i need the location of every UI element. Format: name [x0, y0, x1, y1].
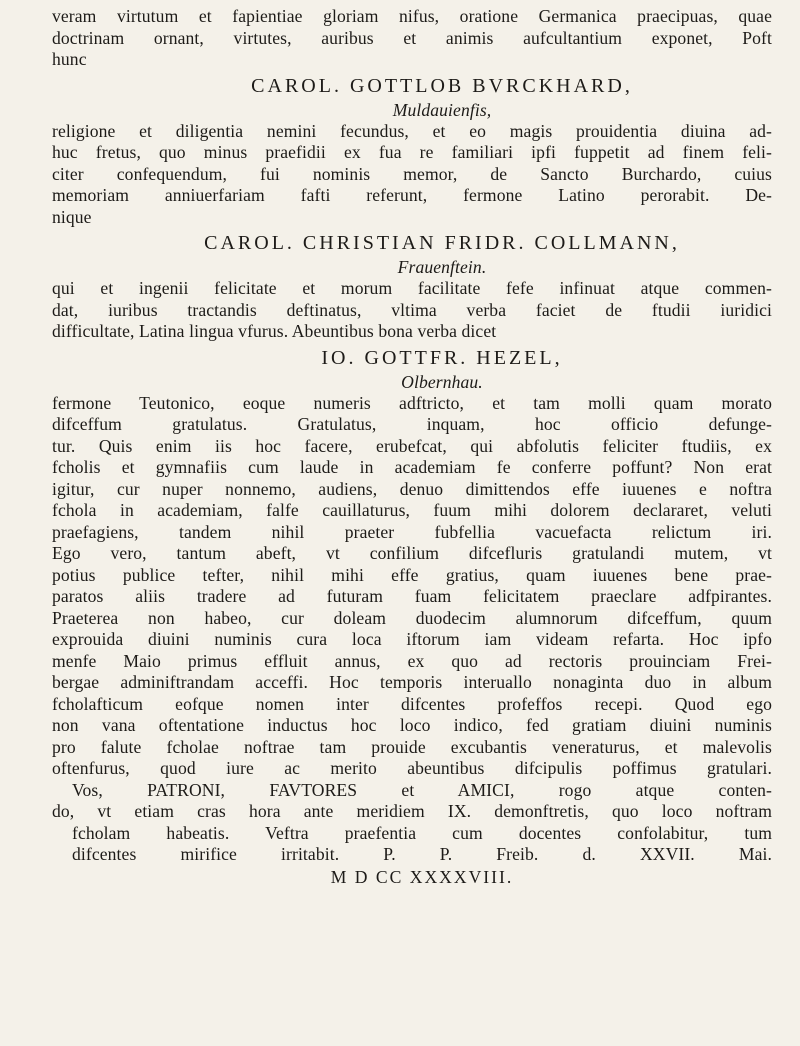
body-text — [52, 6, 772, 888]
text-line: oftenfurus, quod iure ac merito abeuntibus difcipulis poffimus gratulari. — [52, 758, 772, 778]
text-line: doctrinam ornant, virtutes, auribus et animis aufcultantium exponet, Poft — [52, 27, 772, 48]
text-line: fcholis et gymnafiis cum laude in academiam fe conferre poffunt? Non erat — [52, 457, 772, 477]
text-line: praefagiens, tandem nihil praeter fubfellia vacuefacta relictum iri. — [52, 521, 772, 542]
text-line: fcholam habeatis. Veftra praefentia cum docentes confolabitur, tum — [72, 822, 772, 843]
text-line: potius publice tefter, nihil mihi effe gratius, quam iuuenes bene prae- — [52, 564, 772, 585]
text-line: paratos aliis tradere ad futuram fuam felicitatem praeclare adfpirantes. — [52, 586, 772, 606]
text-line: fcholafticum eofque nomen inter difcentes profeffos recepi. Quod ego — [52, 693, 772, 714]
text-line: exprouida diuini numinis cura loca iftorum iam videam refarta. Hoc ipfo — [52, 629, 772, 649]
text-line: veram virtutum et fapientiae gloriam nifus, oratione Germanica praecipuas, quae — [52, 6, 772, 26]
speaker-origin: Muldauienfis, — [392, 99, 492, 120]
text-line: qui et ingenii felicitate et morum facilitate fefe infinuat atque commen- — [52, 278, 772, 298]
date-line: M D CC XXXXVIII. — [330, 866, 514, 887]
text-line: dat, iuribus tractandis deftinatus, vltima verba faciet de ftudii iuridici — [52, 299, 772, 320]
text-line: hunc — [52, 49, 87, 69]
text-line: fchola in academiam, falfe cauillaturus, fuum mihi dolorem declararet, veluti — [52, 500, 772, 520]
speaker-name: CAROL. CHRISTIAN FRIDR. COLLMANN, — [204, 232, 680, 254]
text-line: difcentes mirifice irritabit. P. P. Freib. d. XXVII. Mai. — [72, 844, 772, 864]
text-line: difceffum gratulatus. Gratulatus, inquam, hoc officio defunge- — [52, 414, 772, 434]
text-line: Ego vero, tantum abeft, vt confilium difcefluris gratulandi mutem, vt — [52, 543, 772, 563]
text-line: citer confequendum, fui nominis memor, de Sancto Burchardo, cuius — [52, 163, 772, 184]
speaker-origin: Olbernhau. — [401, 371, 483, 392]
text-line: bergae adminiftrandam acceffi. Hoc temporis interuallo nonaginta duo in album — [52, 672, 772, 692]
text-line: fermone Teutonico, eoque numeris adftricto, et tam molli quam morato — [52, 392, 772, 413]
speaker-name: IO. GOTTFR. HEZEL, — [321, 346, 563, 369]
speaker-origin: Frauenftein. — [397, 257, 487, 277]
text-line: igitur, cur nuper nonnemo, audiens, denuo dimittendos effe iuuenes e noftra — [52, 478, 772, 499]
text-line: huc fretus, quo minus praefidii ex fua re familiari ipfi fuppetit ad finem feli- — [52, 142, 772, 162]
text-line: pro falute fcholae noftrae tam prouide excubantis veneraturus, et malevolis — [52, 736, 772, 757]
text-line: nique — [52, 206, 92, 227]
text-line: memoriam anniuerfariam fafti referunt, fermone Latino perorabit. De- — [52, 185, 772, 205]
speaker-name: CAROL. GOTTLOB BVRCKHARD, — [251, 74, 633, 97]
text-line: tur. Quis enim iis hoc facere, erubefcat, qui abfolutis feliciter ftudiis, ex — [52, 435, 772, 456]
text-line: Praeterea non habeo, cur doleam duodecim alumnorum difceffum, quum — [52, 607, 772, 628]
text-line: Vos, PATRONI, FAVTORES et AMICI, rogo atque conten- — [72, 779, 772, 800]
text-line: difficultate, Latina lingua vfurus. Abeuntibus bona verba dicet — [52, 321, 497, 341]
text-line: religione et diligentia nemini fecundus, et eo magis prouidentia diuina ad- — [52, 120, 772, 141]
text-line: do, vt etiam cras hora ante meridiem IX. demonftretis, quo loco noftram — [52, 801, 772, 821]
text-line: non vana oftentatione inductus hoc loco indico, fed gratiam diuini numinis — [52, 715, 772, 735]
text-line: menfe Maio primus effluit annus, ex quo ad rectoris prouinciam Frei- — [52, 650, 772, 671]
